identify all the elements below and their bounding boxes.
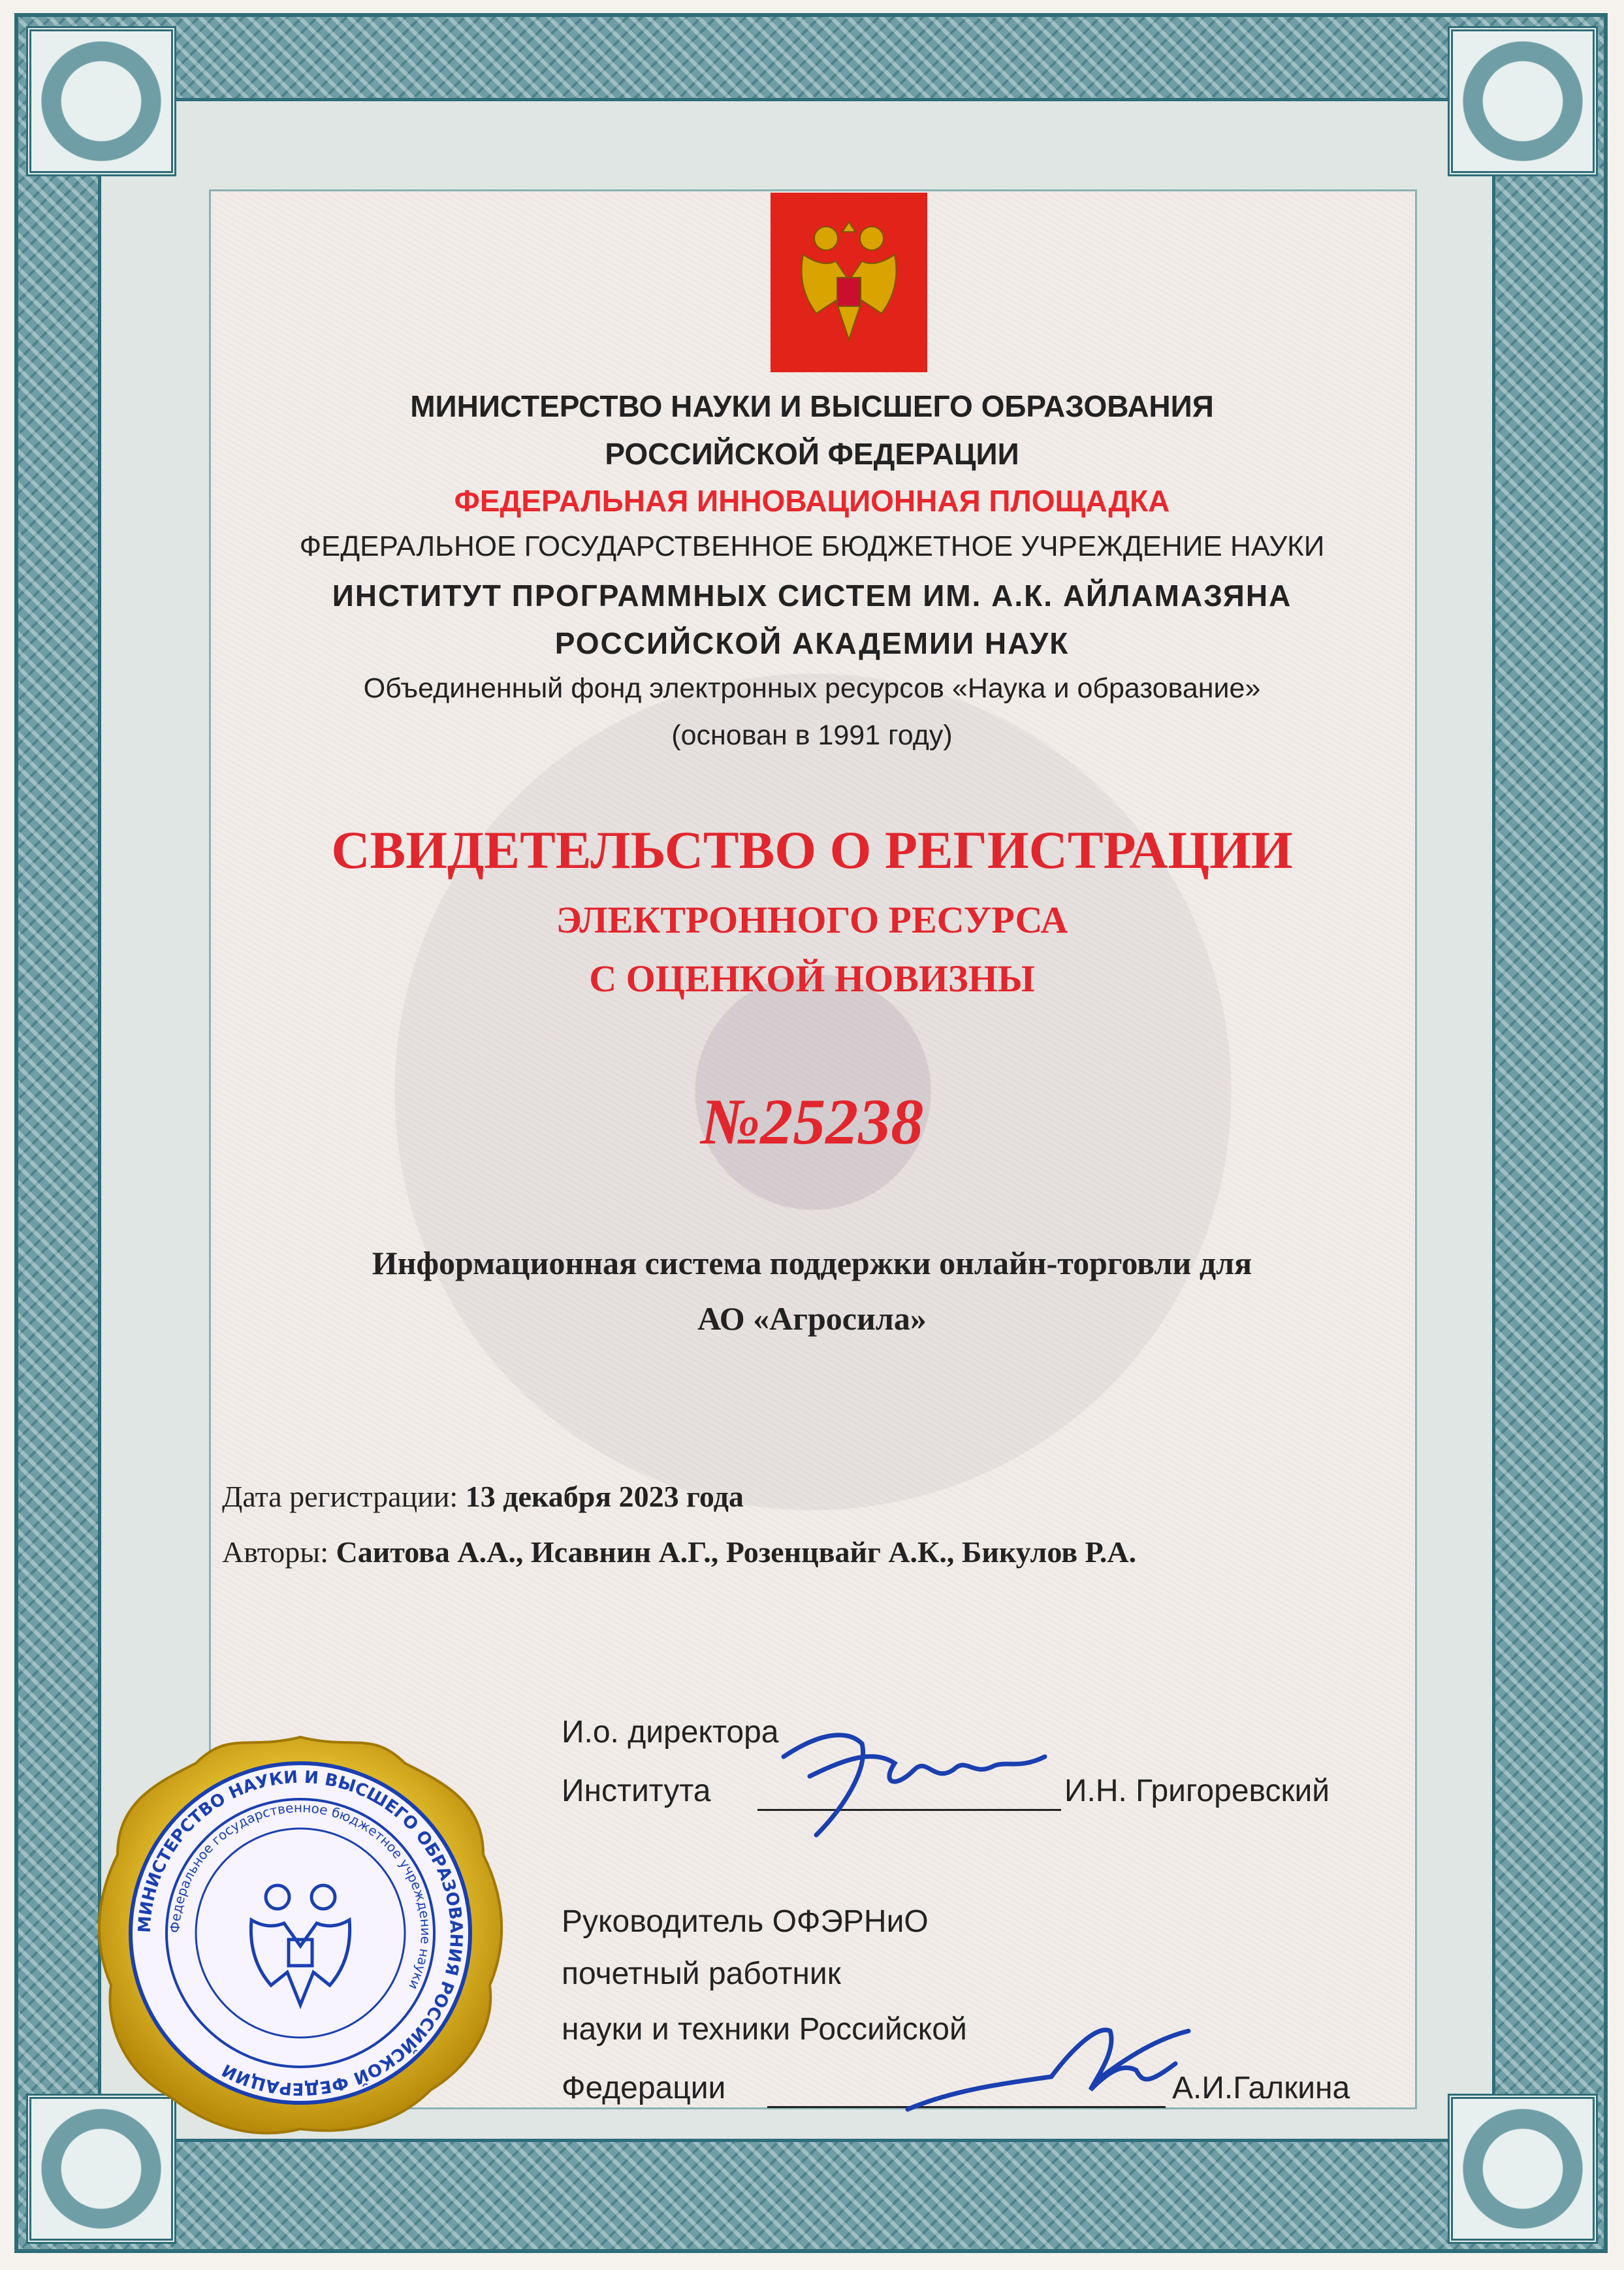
head-title-3: науки и техники Российской bbox=[562, 2012, 967, 2047]
director-signature-icon bbox=[771, 1718, 1071, 1842]
official-seal bbox=[91, 1724, 509, 2142]
double-headed-eagle-icon bbox=[790, 209, 908, 356]
corner-ornament-top-right bbox=[1448, 26, 1598, 176]
director-title-1: И.о. директора bbox=[562, 1715, 779, 1750]
institute-name-line-1: ИНСТИТУТ ПРОГРАММНЫХ СИСТЕМ ИМ. А.К. АЙЛАМАЗЯНА bbox=[332, 579, 1292, 613]
innovation-platform-line: ФЕДЕРАЛЬНАЯ ИННОВАЦИОННАЯ ПЛОЩАДКА bbox=[454, 484, 1170, 518]
head-title-1: Руководитель ОФЭРНиО bbox=[562, 1904, 929, 1939]
registration-date bbox=[222, 1479, 744, 1514]
corner-ornament-top-left bbox=[26, 26, 176, 176]
institution-type-line: ФЕДЕРАЛЬНОЕ ГОСУДАРСТВЕННОЕ БЮДЖЕТНОЕ УЧРЕЖДЕНИЕ НАУКИ bbox=[299, 530, 1325, 562]
certificate-subtitle-2: С ОЦЕНКОЙ НОВИЗНЫ bbox=[589, 957, 1035, 1000]
head-title-4: Федерации bbox=[562, 2071, 726, 2105]
ministry-line-2: РОССИЙСКОЙ ФЕДЕРАЦИИ bbox=[605, 437, 1019, 471]
resource-name-line-1: Информационная система поддержки онлайн-торговли для bbox=[372, 1245, 1252, 1281]
authors bbox=[222, 1535, 1136, 1569]
head-title-2: почетный работник bbox=[562, 1957, 841, 1991]
resource-name-line-2: АО «Агросила» bbox=[697, 1300, 927, 1337]
corner-ornament-bottom-right bbox=[1448, 2094, 1598, 2244]
certificate-subtitle-1: ЭЛЕКТРОННОГО РЕСУРСА bbox=[556, 899, 1068, 941]
institute-name-line-2: РОССИЙСКОЙ АКАДЕМИИ НАУК bbox=[554, 626, 1070, 660]
director-title-2: Института bbox=[562, 1774, 711, 1808]
russian-coat-of-arms bbox=[771, 193, 927, 372]
certificate-title: СВИДЕТЕЛЬСТВО О РЕГИСТРАЦИИ bbox=[331, 820, 1293, 880]
registration-date-label: Дата регистрации: bbox=[222, 1480, 458, 1513]
authors-label: Авторы: bbox=[222, 1535, 328, 1569]
ministry-line-1: МИНИСТЕРСТВО НАУКИ И ВЫСШЕГО ОБРАЗОВАНИЯ bbox=[410, 389, 1214, 423]
head-name: А.И.Галкина bbox=[1172, 2071, 1350, 2105]
founded-line: (основан в 1991 году) bbox=[671, 720, 953, 751]
authors-value: Саитова А.А., Исавнин А.Г., Розенцвайг А.К., Бикулов Р.А. bbox=[336, 1535, 1137, 1569]
director-name: И.Н. Григоревский bbox=[1064, 1774, 1330, 1808]
seal-ring-text: МИНИСТЕРСТВО НАУКИ И ВЫСШЕГО ОБРАЗОВАНИЯ РОССИЙСКОЙ ФЕДЕРАЦИИ bbox=[135, 1767, 466, 2099]
certificate-number: №25238 bbox=[700, 1085, 924, 1158]
registration-date-value: 13 декабря 2023 года bbox=[465, 1480, 744, 1513]
seal-inner-text: Федеральное государственное бюджетное учреждение науки bbox=[167, 1799, 434, 1992]
fund-name-line: Объединенный фонд электронных ресурсов «Наука и образование» bbox=[363, 673, 1261, 704]
head-signature-icon bbox=[901, 2011, 1202, 2122]
